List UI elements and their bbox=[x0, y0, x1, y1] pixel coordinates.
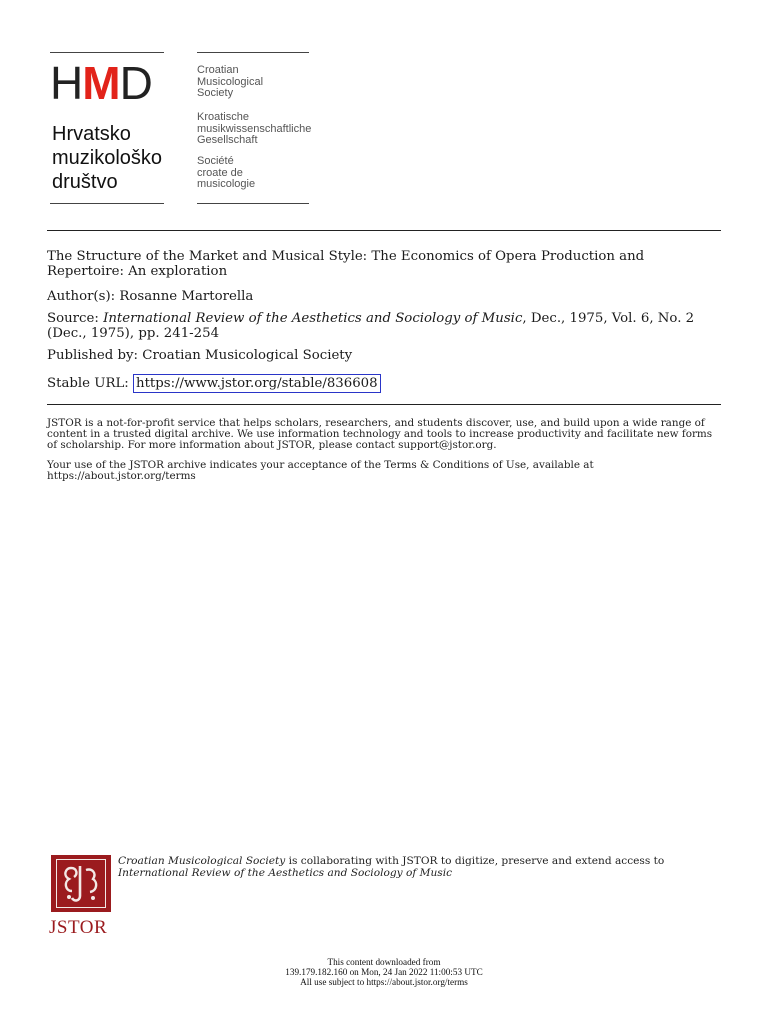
publisher-name: Croatian Musicological Society bbox=[142, 348, 353, 363]
logo-rule-bottom-left bbox=[50, 203, 164, 204]
logo-croatian-name: Hrvatsko muzikološko društvo bbox=[52, 123, 163, 193]
source-line bbox=[47, 311, 721, 341]
download-footer bbox=[0, 957, 768, 987]
logo-english-name: Croatian Musicological Society bbox=[197, 64, 264, 99]
publisher-line bbox=[47, 348, 721, 363]
author-line bbox=[47, 289, 721, 304]
article-title: The Structure of the Market and Musical Style: The Economics of Opera Production and Repertoire: An exploration bbox=[47, 249, 645, 279]
hmd-wordmark: HMD bbox=[50, 57, 152, 109]
terms-notice: Your use of the JSTOR archive indicates your acceptance of the Terms & Conditions of Use, available at https://about.jstor.org/terms bbox=[47, 459, 594, 482]
logo-rule-top-right bbox=[197, 52, 309, 53]
author-label: Author(s): bbox=[47, 289, 116, 304]
footer-line-3: All use subject to https://about.jstor.org/terms bbox=[300, 977, 468, 987]
logo-rule-top-left bbox=[50, 52, 164, 53]
jstor-notice: JSTOR is a not-for-profit service that helps scholars, researchers, and students discover, use, and build upon a wide range of content in a trusted digital archive. We use information technology and tools to increase productivity and facilitate new forms of scholarship. For more information about JSTOR, please contact support@jstor.org. bbox=[47, 417, 713, 451]
footer-line-2: 139.179.182.160 on Mon, 24 Jan 2022 11:00:53 UTC bbox=[285, 967, 483, 977]
jstor-seal-icon bbox=[51, 855, 111, 912]
collaboration-statement bbox=[118, 856, 728, 879]
logo-german-name: Kroatische musikwissenschaftliche Gesellschaft bbox=[197, 111, 312, 146]
stable-url-line bbox=[47, 374, 721, 393]
collab-journal: International Review of the Aesthetics and Sociology of Music bbox=[118, 866, 453, 879]
collab-society: Croatian Musicological Society bbox=[118, 855, 286, 867]
stable-url-link[interactable]: https://www.jstor.org/stable/836608 bbox=[133, 374, 381, 393]
author-name: Rosanne Martorella bbox=[119, 289, 254, 304]
collab-text: is collaborating with JSTOR to digitize, preserve and extend access to bbox=[285, 855, 665, 867]
source-label: Source: bbox=[47, 311, 99, 326]
jstor-logo bbox=[49, 855, 115, 937]
published-label: Published by: bbox=[47, 348, 139, 363]
logo-french-name: Société croate de musicologie bbox=[197, 155, 256, 190]
source-details: , Dec., 1975, Vol. 6, No. 2 (Dec., 1975), pp. 241-254 bbox=[47, 311, 695, 341]
divider-top bbox=[47, 230, 721, 231]
publisher-logo bbox=[50, 52, 350, 207]
stable-url-label: Stable URL: bbox=[47, 376, 129, 391]
source-journal: International Review of the Aesthetics and Sociology of Music bbox=[103, 311, 523, 326]
divider-bottom bbox=[47, 404, 721, 405]
footer-line-1: This content downloaded from bbox=[327, 957, 441, 967]
logo-rule-bottom-right bbox=[197, 203, 309, 204]
jstor-wordmark: JSTOR bbox=[49, 917, 108, 938]
